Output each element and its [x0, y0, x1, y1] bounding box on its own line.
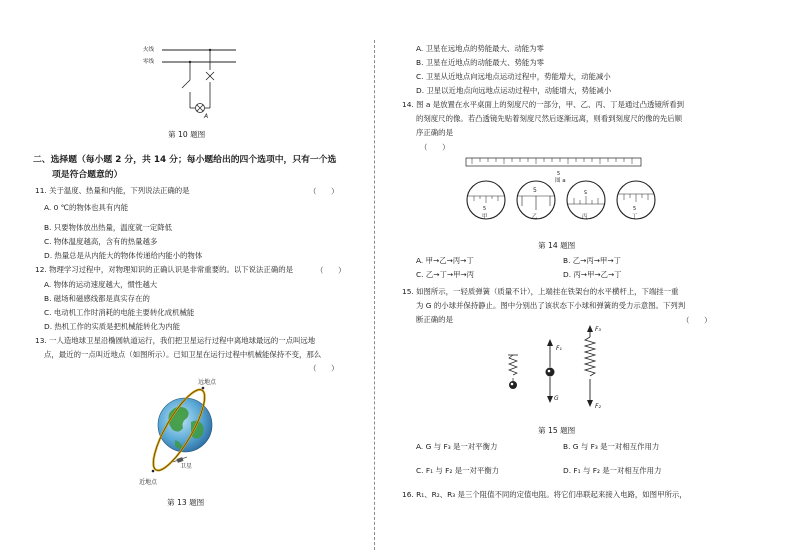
q15-stem-line3: 断正确的是 [416, 315, 453, 324]
q12-option-c: C. 电动机工作时消耗的电能主要转化成机械能 [44, 308, 195, 317]
q14-option-d: D. 丙→甲→乙→丁 [563, 270, 622, 279]
q12-option-a: A. 物体的运动速度越大，惯性越大 [44, 280, 158, 289]
ball-force-diagram-icon [546, 368, 555, 377]
figure-10-circuit [150, 42, 240, 118]
q16-stem-line1: 16. R₁、R₂、R₃ 是三个阻值不同的定值电阻。将它们串联起来接入电路，如图甲所示， [402, 490, 687, 499]
q14-answer-paren: （ ） [420, 143, 450, 152]
q15-option-a: A. G 与 F₃ 是一对平衡力 [416, 442, 498, 451]
q13-answer-paren: （ ） [309, 364, 339, 373]
right-column [380, 0, 794, 560]
svg-text:5: 5 [583, 188, 587, 194]
q13-option-a: A. 卫星在远地点的势能最大、动能为零 [416, 44, 544, 53]
lamp-label: A [204, 113, 209, 120]
q14-option-c: C. 乙→丁→甲→丙 [416, 270, 474, 279]
figure-13-caption: 第 13 题图 [167, 498, 205, 507]
q13-stem-line1: 13. 一人造地球卫星沿椭圆轨道运行，我们把卫星运行过程中离地球最远的一点叫远地 [35, 336, 316, 345]
q12-stem: 12. 物理学习过程中，对物理知识的正确认识是非常重要的。以下说法正确的是 [35, 265, 293, 274]
q14-lens-label-ding: 丁 [632, 214, 638, 220]
q15-force-label-f1: F₁ [556, 345, 562, 352]
q14-lens-label-jia: 甲 [482, 214, 488, 220]
q11-option-b: B. 只要物体放出热量，温度就一定降低 [44, 223, 173, 232]
wire-live-label: 火线 [143, 47, 155, 53]
q15-stem-line2: 为 G 的小球并保持静止。图中分别出了该状态下小球和弹簧的受力示意图。下列判 [416, 301, 686, 310]
section-2-title-line2: 项是符合题意的） [52, 170, 123, 180]
figure-14-caption: 第 14 题图 [538, 241, 576, 250]
q14-option-a: A. 甲→乙→丙→丁 [416, 256, 474, 265]
ruler-icon [466, 158, 641, 166]
q13-option-b: B. 卫星在近地点的动能最大、势能为零 [416, 58, 545, 67]
left-column [0, 0, 376, 560]
svg-text:5: 5 [557, 171, 561, 177]
q13-far-point-label: 远地点 [198, 379, 217, 386]
q11-option-a: A. 0 ℃的物体也具有内能 [44, 203, 129, 212]
q15-stem-line1: 15. 如图所示，一轻质弹簧（质量不计），上端挂在铁架台的水平横杆上，下端挂一重 [402, 287, 679, 296]
q11-stem: 11. 关于温度、热量和内能，下列说法正确的是 [35, 186, 190, 195]
q12-option-d: D. 热机工作的实质是把机械能转化为内能 [44, 322, 181, 331]
q15-force-label-f2: F₂ [595, 403, 601, 410]
q14-lens-label-bing: 丙 [582, 214, 588, 220]
q14-stem-line1: 14. 图 a 是放置在水平桌面上的刻度尺的一部分，甲、乙、丙、丁是通过凸透镜所看到 [402, 100, 685, 109]
q14-option-b: B. 乙→丙→甲→丁 [563, 256, 621, 265]
q15-answer-paren: （ ） [682, 316, 712, 325]
q14-stem-line2: 的刻度尺的像。若凸透镜先贴着刻度尺然后逐渐远离，则看到刻度尺的像的先后顺 [416, 114, 683, 123]
q11-option-d: D. 热量总是从内能大的物体传递给内能小的物体 [44, 251, 203, 260]
svg-text:5: 5 [533, 187, 537, 194]
q15-option-d: D. F₁ 与 F₂ 是一对相互作用力 [563, 466, 662, 475]
q12-answer-paren: （ ） [316, 266, 346, 275]
svg-text:5: 5 [633, 206, 637, 212]
q15-force-label-f3: F₃ [595, 326, 601, 333]
wire-neutral-label: 零线 [143, 59, 155, 65]
q13-stem-line2: 点，最近的一点叫近地点（如图所示）。已知卫星在运行过程中机械能保持不变，那么 [44, 350, 322, 359]
q14-stem-line3: 序正确的是 [416, 128, 453, 137]
q13-near-point-label: 近地点 [139, 479, 158, 486]
q15-force-label-g: G [554, 395, 559, 402]
figure-10-caption: 第 10 题图 [168, 130, 206, 139]
section-2-title-line1: 二、选择题（每小题 2 分，共 14 分；每小题给出的四个选项中，只有一个选 [33, 155, 337, 165]
ball-icon [509, 381, 517, 389]
q13-option-c: C. 卫星从近地点向远地点运动过程中，势能增大，动能减小 [416, 72, 611, 81]
q15-option-c: C. F₁ 与 F₂ 是一对平衡力 [416, 466, 500, 475]
q15-option-b: B. G 与 F₃ 是一对相互作用力 [563, 442, 660, 451]
figure-15-caption: 第 15 题图 [538, 426, 576, 435]
q12-option-b: B. 磁场和磁感线都是真实存在的 [44, 294, 150, 303]
q11-option-c: C. 物体温度越高，含有的热量越多 [44, 237, 158, 246]
q11-answer-paren: （ ） [309, 187, 339, 196]
column-divider [374, 40, 375, 550]
q14-fig-a-label: 图 a [555, 178, 566, 184]
svg-text:5: 5 [483, 206, 487, 212]
q13-satellite-label: 卫星 [180, 463, 193, 470]
spring-icon [509, 355, 517, 375]
q14-lens-label-yi: 乙 [532, 214, 538, 220]
q13-option-d: D. 卫星以近地点向远地点运动过程中，动能增大，势能减小 [416, 86, 612, 95]
